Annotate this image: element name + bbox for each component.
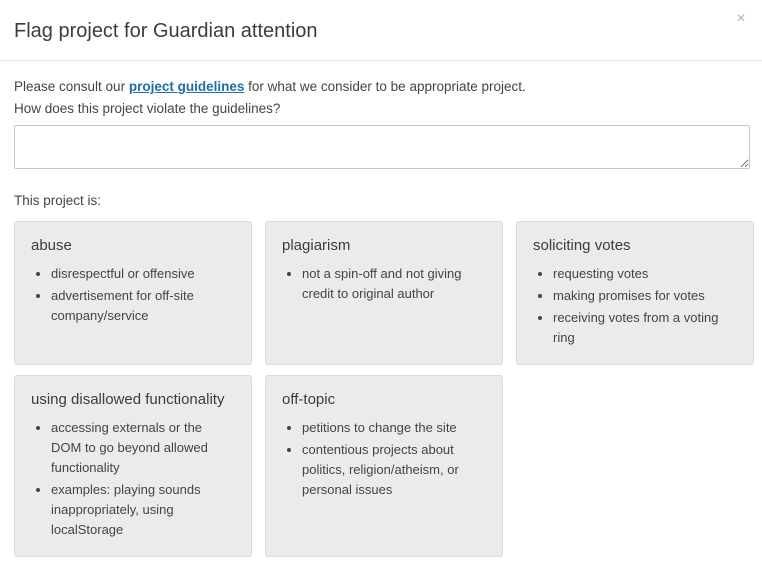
list-item: • receiving votes from a voting ring bbox=[553, 308, 737, 348]
violation-question-label: How does this project violate the guidelines? bbox=[14, 101, 281, 116]
reason-card-title: off-topic bbox=[282, 391, 336, 408]
reason-card-plagiarism[interactable] bbox=[265, 221, 503, 365]
consult-prefix-text: Please consult our bbox=[14, 79, 129, 94]
list-item: • petitions to change the site bbox=[302, 418, 486, 438]
dialog-header bbox=[0, 0, 762, 61]
list-item: • not a spin-off and not giving credit to original author bbox=[302, 264, 486, 304]
list-item: • accessing externals or the DOM to go beyond allowed functionality bbox=[51, 418, 235, 478]
list-item: • contentious projects about politics, religion/atheism, or personal issues bbox=[302, 440, 486, 500]
list-item: • disrespectful or offensive bbox=[51, 264, 235, 284]
list-item: • making promises for votes bbox=[553, 286, 737, 306]
consult-suffix-text: for what we consider to be appropriate project. bbox=[244, 79, 526, 94]
reason-card-items bbox=[31, 418, 235, 540]
violation-textarea[interactable] bbox=[14, 125, 750, 169]
reason-card-title: using disallowed functionality bbox=[31, 391, 225, 408]
reason-card-title: soliciting votes bbox=[533, 237, 631, 254]
reason-card-abuse[interactable] bbox=[14, 221, 252, 365]
close-icon[interactable]: × bbox=[732, 10, 750, 28]
reason-card-soliciting-votes[interactable] bbox=[516, 221, 754, 365]
reason-card-list bbox=[14, 221, 754, 557]
consult-guidelines-text bbox=[14, 77, 748, 97]
page-title: Flag project for Guardian attention bbox=[14, 20, 318, 42]
reason-card-title: abuse bbox=[31, 237, 72, 254]
list-item: • examples: playing sounds inappropriately, using localStorage bbox=[51, 480, 235, 540]
reason-card-items bbox=[282, 264, 486, 304]
reason-card-title: plagiarism bbox=[282, 237, 351, 254]
dialog-body bbox=[0, 61, 762, 557]
project-is-label: This project is: bbox=[14, 193, 102, 208]
project-guidelines-link[interactable]: project guidelines bbox=[128, 79, 245, 94]
reason-card-items bbox=[282, 418, 486, 500]
list-item: • requesting votes bbox=[553, 264, 737, 284]
reason-card-disallowed-functionality[interactable] bbox=[14, 375, 252, 557]
reason-card-items bbox=[31, 264, 235, 326]
list-item: • advertisement for off-site company/service bbox=[51, 286, 235, 326]
reason-card-off-topic[interactable] bbox=[265, 375, 503, 557]
reason-card-items bbox=[533, 264, 737, 348]
